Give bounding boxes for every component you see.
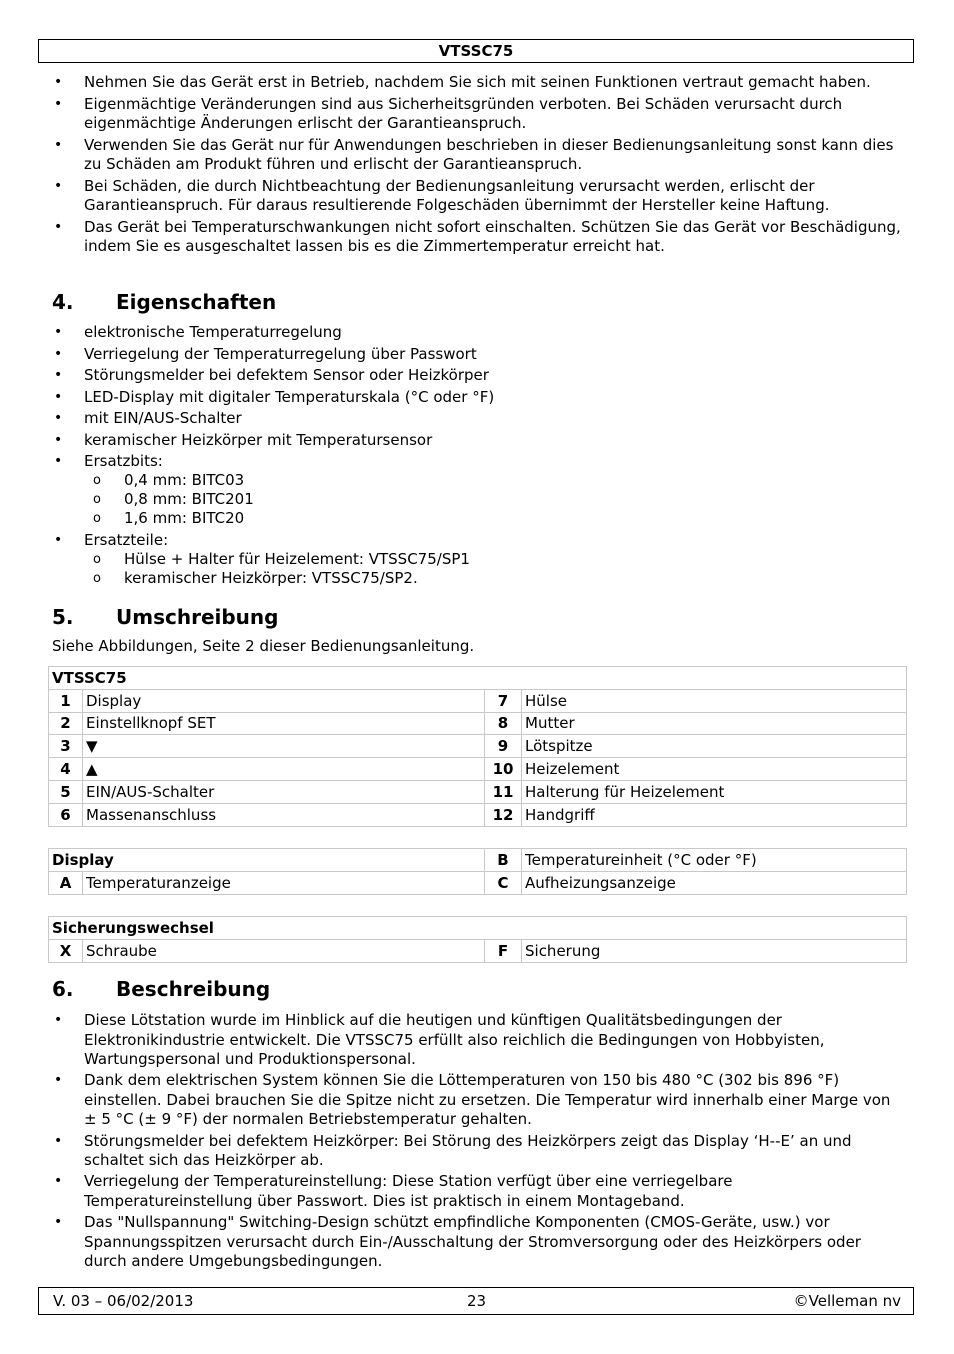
table-row <box>49 871 907 894</box>
header-model: VTSSC75 <box>438 42 514 60</box>
sub-list-item: o keramischer Heizkörper: VTSSC75/SP2. <box>84 569 902 588</box>
footer-version: V. 03 – 06/02/2013 <box>53 1292 194 1310</box>
list-item: • elektronische Temperaturregelung <box>0 323 954 342</box>
list-item: • Das Gerät bei Temperaturschwankungen nicht sofort einschalten. Schützen Sie das Gerät vor Beschädigung, indem Sie es ausgeschaltet lassen bis es die Zimmertemperatur erreicht hat. <box>0 218 954 257</box>
list-item: • Störungsmelder bei defektem Sensor oder Heizkörper <box>0 366 954 385</box>
section-4-heading <box>52 290 276 314</box>
table-title-row <box>49 917 907 940</box>
table-cell: Temperaturanzeige <box>83 871 485 894</box>
table-cell: Einstellknopf SET <box>83 712 485 735</box>
footer-page-number: 23 <box>467 1292 487 1310</box>
table-cell: 6 <box>49 803 83 826</box>
table-cell: Heizelement <box>522 758 907 781</box>
list-item: • Diese Lötstation wurde im Hinblick auf die heutigen und künftigen Qualitätsbedingungen der Elektronikindustrie entwickelt. Die VTSSC75 erfüllt also reichlich die Bedingungen von Hobbyisten, Wartungspersonal und Produktionspersonal. <box>0 1011 954 1070</box>
list-item: • Verriegelung der Temperatureinstellung: Diese Station verfügt über eine verriegelbare Temperatureinstellung über Passwort. Dies ist praktisch in einem Montageband. <box>0 1172 954 1211</box>
list-item: • Störungsmelder bei defektem Heizkörper: Bei Störung des Heizkörpers zeigt das Display ‘H--E’ an und schaltet sich das Heizkörper ab. <box>0 1132 954 1171</box>
bits-label: Ersatzbits: <box>84 452 163 470</box>
display-table <box>48 848 907 895</box>
list-item: • LED-Display mit digitaler Temperaturskala (°C oder °F) <box>0 388 954 407</box>
table-cell: 7 <box>485 689 522 712</box>
table-cell: 1 <box>49 689 83 712</box>
table-row <box>49 780 907 803</box>
table-cell: 12 <box>485 803 522 826</box>
list-item: • Das "Nullspannung" Switching-Design schützt empfindliche Komponenten (CMOS-Geräte, usw.) vor Spannungsspitzen verursacht durch Ein-/Ausschaltung der Stromversorgung oder des Heizkörpers oder durch andere Umgebungsbedingungen. <box>0 1213 954 1272</box>
list-item: • Nehmen Sie das Gerät erst in Betrieb, nachdem Sie sich mit seinen Funktionen vertraut gemacht haben. <box>0 73 954 93</box>
safety-list <box>0 73 954 259</box>
table-title: Display <box>49 849 485 872</box>
table-cell: Schraube <box>83 939 485 962</box>
section-number: 6. <box>52 977 74 1001</box>
table-cell: 10 <box>485 758 522 781</box>
list-item: • mit EIN/AUS-Schalter <box>0 409 954 428</box>
table-cell: 11 <box>485 780 522 803</box>
table-row <box>49 689 907 712</box>
table-cell: 8 <box>485 712 522 735</box>
table-cell: 3 <box>49 735 83 758</box>
table-row <box>49 939 907 962</box>
table-cell: Display <box>83 689 485 712</box>
table-title: VTSSC75 <box>49 667 907 690</box>
table-cell: Temperatureinheit (°C oder °F) <box>522 849 907 872</box>
list-item: • keramischer Heizkörper mit Temperatursensor <box>0 431 954 450</box>
bits-sublist <box>84 471 902 528</box>
section-5-intro: Siehe Abbildungen, Seite 2 dieser Bedienungsanleitung. <box>52 637 475 655</box>
list-item <box>0 531 954 588</box>
list-item: • Bei Schäden, die durch Nichtbeachtung der Bedienungsanleitung verursacht werden, erlischt der Garantieanspruch. Für daraus resultierende Folgeschäden übernimmt der Hersteller keine Haftung. <box>0 177 954 216</box>
list-item: • Verriegelung der Temperaturregelung über Passwort <box>0 345 954 364</box>
section-6-heading <box>52 977 270 1001</box>
section-5-heading <box>52 605 278 629</box>
list-item: • Eigenmächtige Veränderungen sind aus Sicherheitsgründen verboten. Bei Schäden verursacht durch eigenmächtige Änderungen erlischt der Garantieanspruch. <box>0 95 954 134</box>
table-row <box>49 712 907 735</box>
table-cell: Massenanschluss <box>83 803 485 826</box>
table-row <box>49 758 907 781</box>
parts-table <box>48 666 907 827</box>
page-header <box>38 39 914 63</box>
section-title: Eigenschaften <box>116 290 277 314</box>
section-title: Beschreibung <box>116 977 271 1001</box>
table-row <box>49 735 907 758</box>
parts-label: Ersatzteile: <box>84 530 169 549</box>
list-item <box>0 452 954 528</box>
table-cell: Lötspitze <box>522 735 907 758</box>
page-footer <box>38 1287 914 1315</box>
sub-list-item: o 1,6 mm: BITC20 <box>84 509 902 528</box>
table-cell: 4 <box>49 758 83 781</box>
table-title-row <box>49 667 907 690</box>
footer-copyright: ©Velleman nv <box>793 1292 901 1310</box>
table-cell: 2 <box>49 712 83 735</box>
sub-list-item: o Hülse + Halter für Heizelement: VTSSC75/SP1 <box>84 550 902 569</box>
table-cell: X <box>49 939 83 962</box>
table-row <box>49 849 907 872</box>
table-cell: B <box>485 849 522 872</box>
table-cell: F <box>485 939 522 962</box>
table-cell: C <box>485 871 522 894</box>
parts-sublist <box>84 550 902 588</box>
table-cell: Mutter <box>522 712 907 735</box>
table-cell: Halterung für Heizelement <box>522 780 907 803</box>
list-item: • Verwenden Sie das Gerät nur für Anwendungen beschrieben in dieser Bedienungsanleitung sonst kann dies zu Schäden am Produkt führen und erlischt der Garantieanspruch. <box>0 136 954 175</box>
sub-list-item: o 0,8 mm: BITC201 <box>84 490 902 509</box>
table-cell: 5 <box>49 780 83 803</box>
table-cell: Sicherung <box>522 939 907 962</box>
table-cell: Hülse <box>522 689 907 712</box>
section-title: Umschreibung <box>116 605 279 629</box>
section-number: 4. <box>52 290 74 314</box>
table-cell: A <box>49 871 83 894</box>
up-arrow-icon: ▲ <box>83 758 485 781</box>
down-arrow-icon: ▼ <box>83 735 485 758</box>
list-item: • Dank dem elektrischen System können Sie die Löttemperaturen von 150 bis 480 °C (302 bis 896 °F) einstellen. Dabei brauchen Sie die Spitze nicht zu ersetzen. Die Temperatur wird innerhalb einer Marge von ± 5 °C (± 9 °F) der normalen Betriebstemperatur gehalten. <box>0 1071 954 1130</box>
description-list <box>0 1011 954 1273</box>
fuse-table <box>48 916 907 963</box>
table-cell: 9 <box>485 735 522 758</box>
table-cell: Handgriff <box>522 803 907 826</box>
table-cell: EIN/AUS-Schalter <box>83 780 485 803</box>
features-list <box>0 323 954 590</box>
sub-list-item: o 0,4 mm: BITC03 <box>84 471 902 490</box>
section-number: 5. <box>52 605 74 629</box>
table-row <box>49 803 907 826</box>
table-title: Sicherungswechsel <box>49 917 907 940</box>
table-cell: Aufheizungsanzeige <box>522 871 907 894</box>
